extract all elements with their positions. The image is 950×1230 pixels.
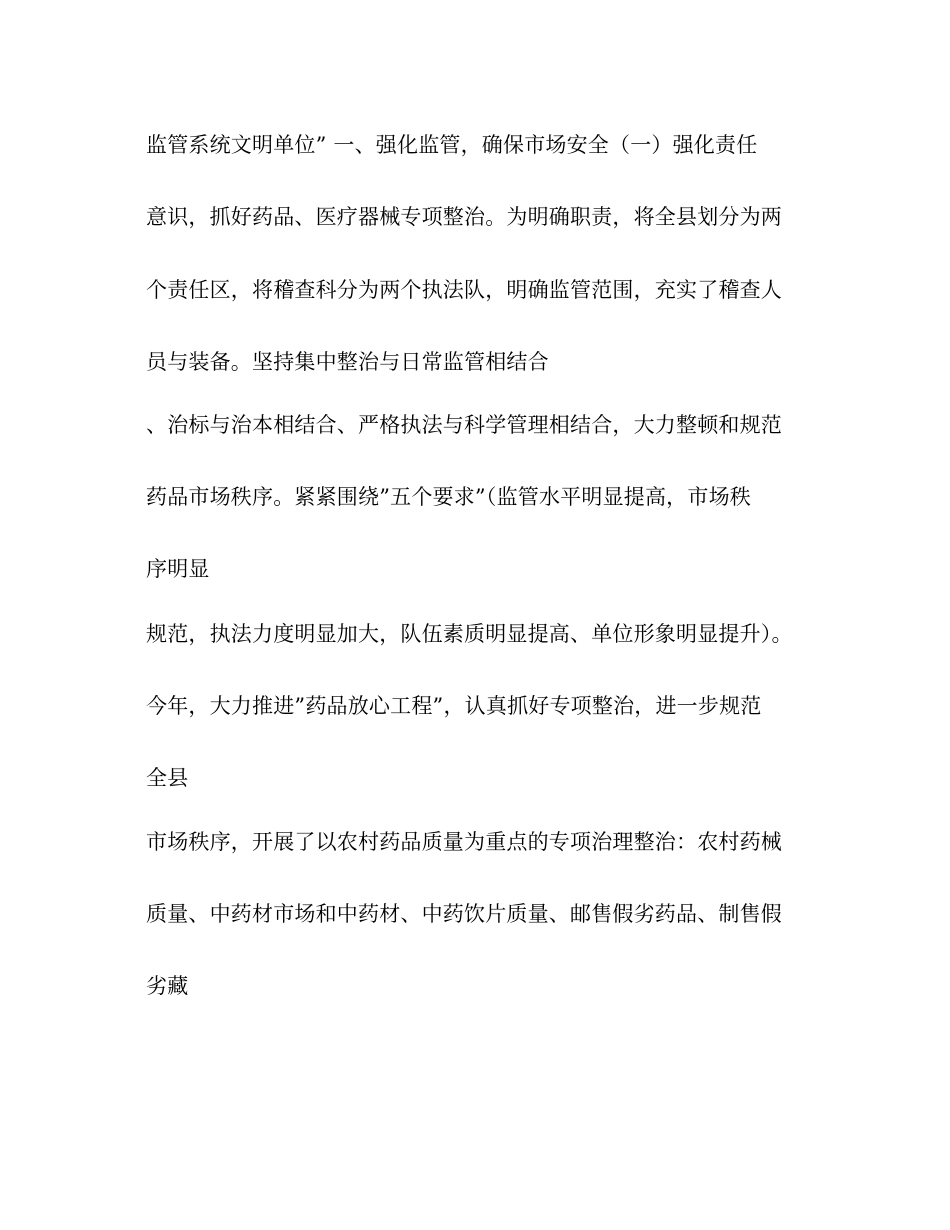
- text-line-8: 规范，执法力度明显加大，队伍素质明显提高、单位形象明显提升）。: [146, 622, 793, 646]
- text-line-5: 、治标与治本相结合、严格执法与科学管理相结合，大力整顿和规范: [146, 413, 782, 437]
- text-line-3: 个责任区，将稽查科分为两个执法队，明确监管范围，充实了稽查人: [146, 278, 782, 302]
- text-line-2: 意识，抓好药品、医疗器械专项整治。为明确职责，将全县划分为两: [146, 205, 782, 229]
- text-line-11: 市场秩序，开展了以农村药品质量为重点的专项治理整治：农村药械: [146, 830, 782, 854]
- text-line-12: 质量、中药材市场和中药材、中药饮片质量、邮售假劣药品、制售假: [146, 902, 782, 926]
- text-line-1: 监管系统文明单位” 一、强化监管，确保市场安全（一）强化责任: [146, 133, 758, 157]
- text-line-13: 劣藏: [146, 974, 189, 998]
- text-line-6: 药品市场秩序。紧紧围绕”五个要求”（监管水平明显提高，市场秩: [146, 485, 751, 509]
- text-line-4: 员与装备。坚持集中整治与日常监管相结合: [146, 350, 549, 374]
- text-line-10: 全县: [146, 766, 189, 790]
- text-line-7: 序明显: [146, 557, 210, 581]
- text-line-9: 今年，大力推进”药品放心工程”，认真抓好专项整治，进一步规范: [146, 694, 762, 718]
